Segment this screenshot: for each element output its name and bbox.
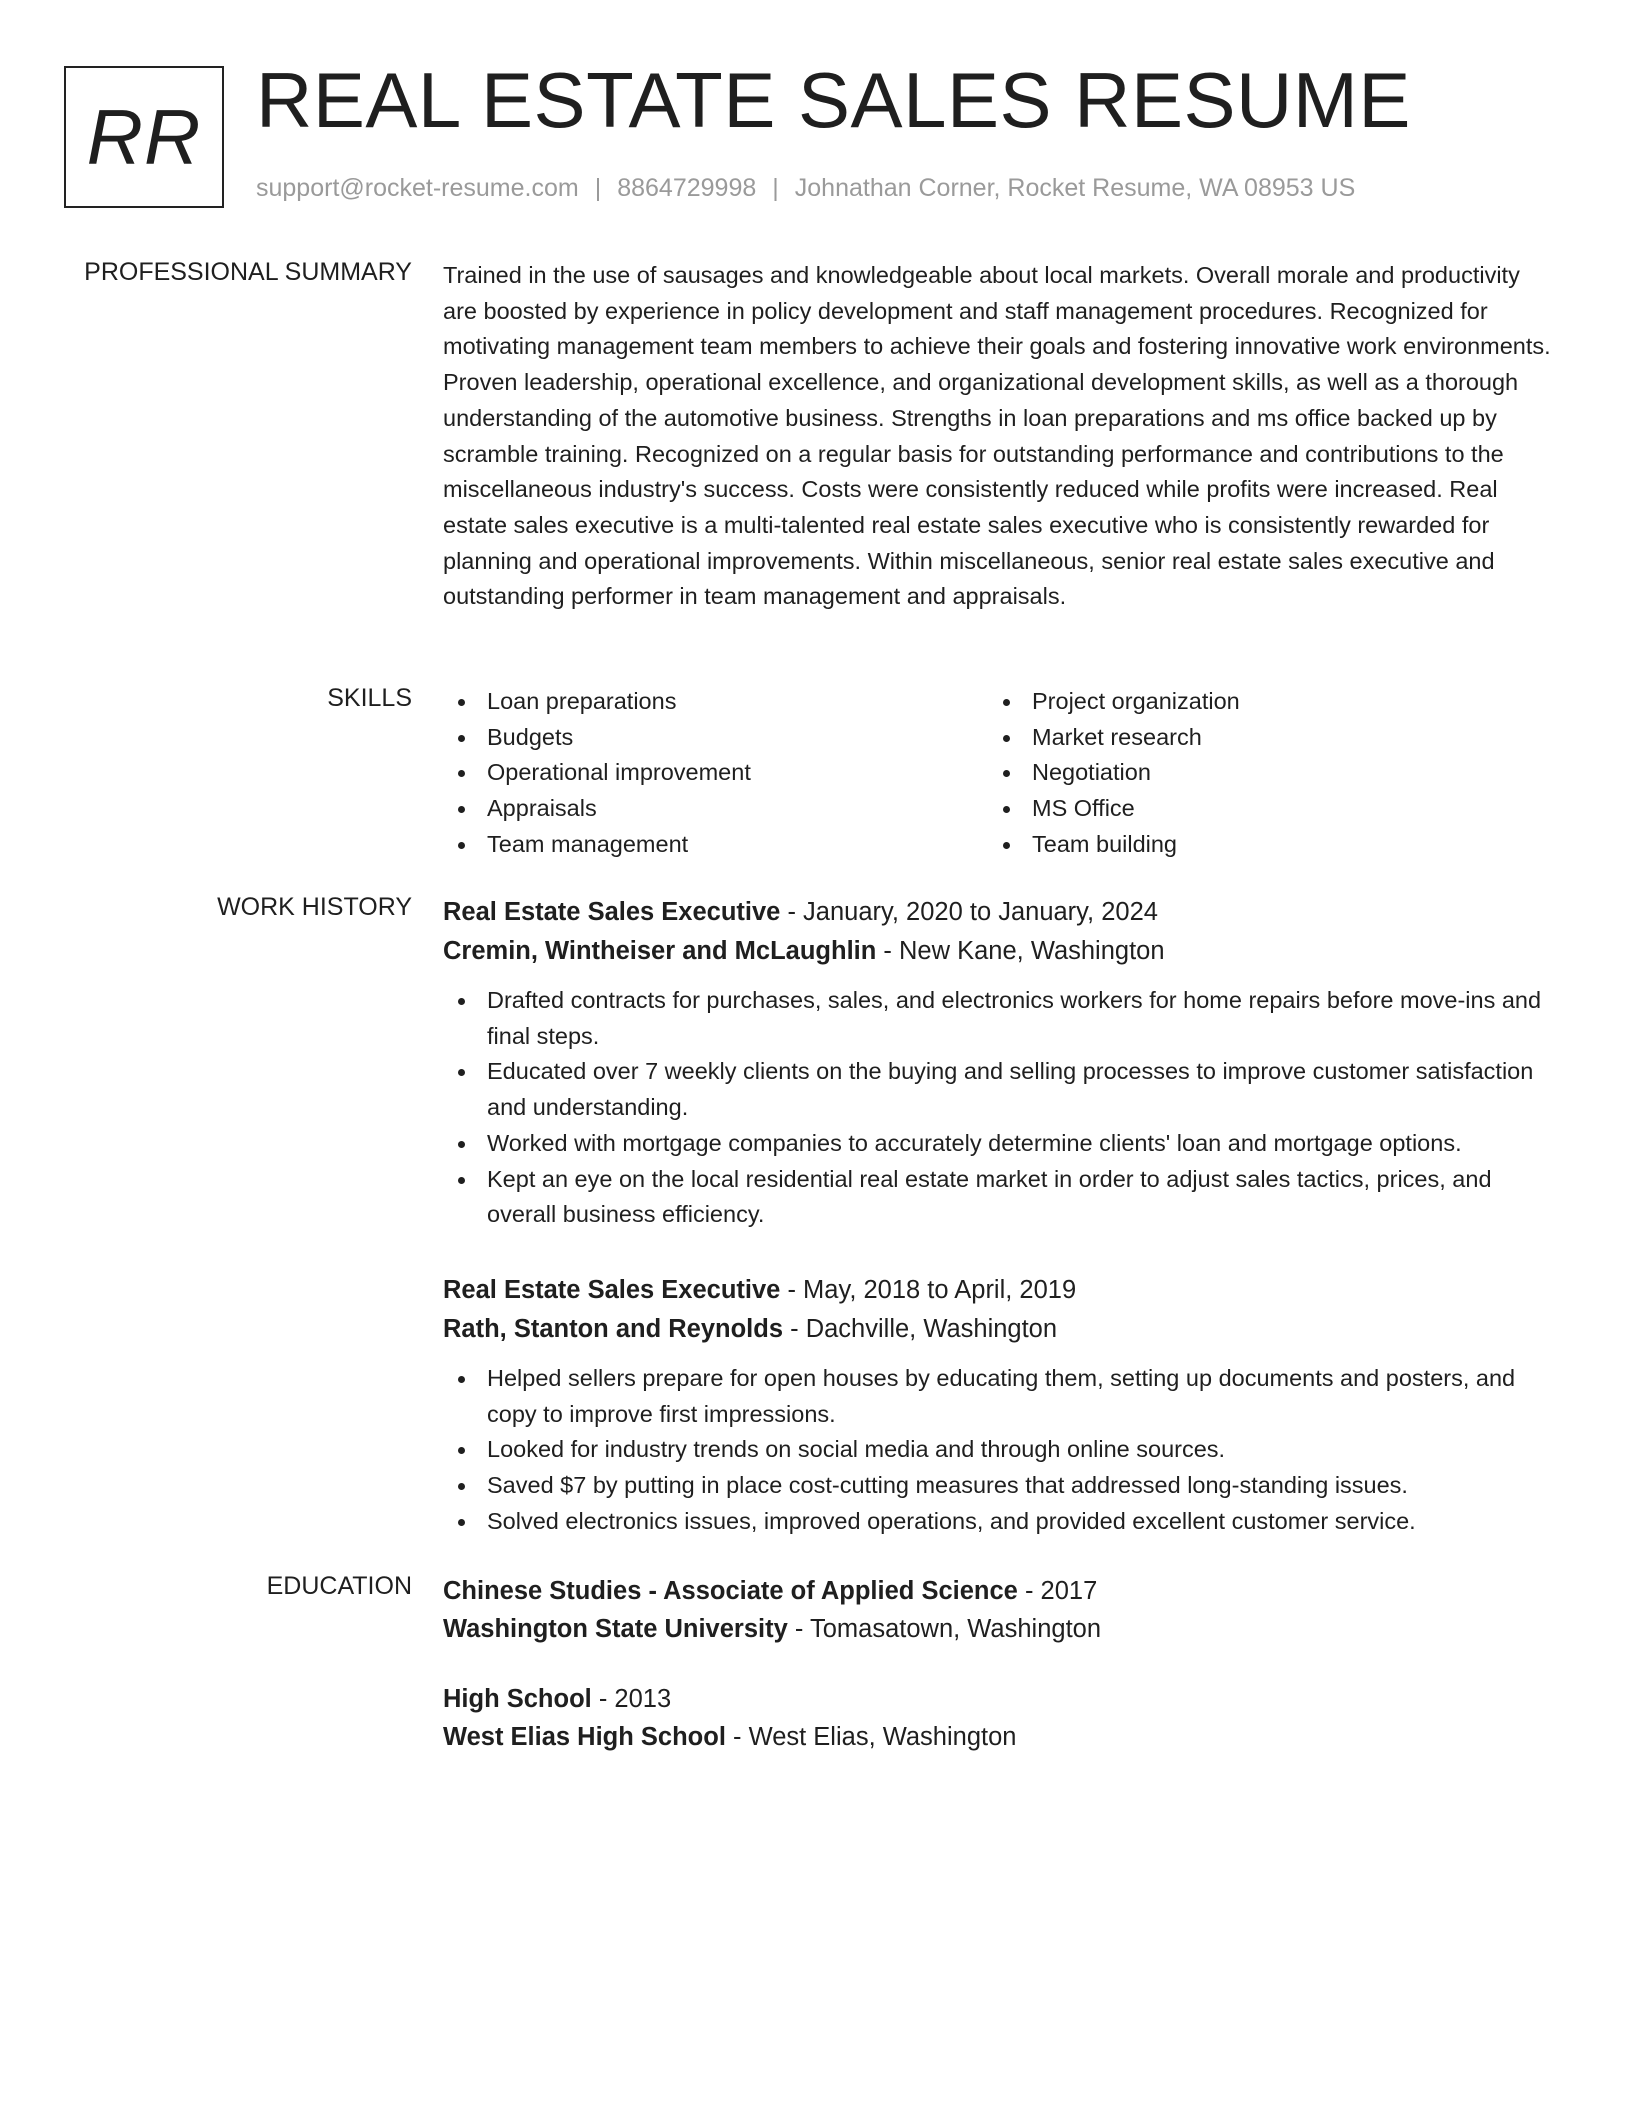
- resume-title: REAL ESTATE SALES RESUME: [256, 56, 1411, 144]
- job-company: Cremin, Wintheiser and McLaughlin: [443, 937, 877, 965]
- education-entry: [443, 1572, 1553, 1648]
- section-label-skills: SKILLS: [327, 684, 412, 712]
- monogram-initials: RR: [86, 93, 202, 181]
- job-dates: May, 2018 to April, 2019: [803, 1275, 1077, 1304]
- education-location: West Elias, Washington: [748, 1723, 1017, 1751]
- education-year: 2013: [614, 1685, 672, 1713]
- contact-separator: |: [594, 174, 602, 202]
- job-title-line: Real Estate Sales Executive - May, 2018 to April, 2019: [443, 1275, 1077, 1304]
- job-location: New Kane, Washington: [899, 937, 1165, 965]
- skill-item: MS Office: [988, 791, 1533, 827]
- contact-phone: 8864729998: [617, 174, 757, 202]
- skill-item: Appraisals: [443, 791, 988, 827]
- education-school: West Elias High School: [443, 1723, 726, 1751]
- education-entry: [443, 1680, 1553, 1756]
- section-label-education: EDUCATION: [266, 1572, 412, 1600]
- job-bullet: Helped sellers prepare for open houses by educating them, setting up documents and posters, and copy to improve first impressions.: [443, 1361, 1553, 1432]
- education-school-line: Washington State University - Tomasatown, Washington: [443, 1615, 1102, 1643]
- job-bullet: Kept an eye on the local residential real estate market in order to adjust sales tactics, prices, and overall business efficiency.: [443, 1162, 1553, 1233]
- skills-list-left: [443, 684, 988, 863]
- contact-line: [256, 174, 1355, 203]
- job-company: Rath, Stanton and Reynolds: [443, 1314, 784, 1343]
- job-title: Real Estate Sales Executive: [443, 898, 781, 926]
- monogram-box: [64, 66, 224, 208]
- skill-item: Negotiation: [988, 755, 1533, 791]
- education-degree-line: High School - 2013: [443, 1685, 672, 1713]
- job-location: Dachville, Washington: [805, 1314, 1058, 1343]
- job-title-line: Real Estate Sales Executive - January, 2020 to January, 2024: [443, 898, 1158, 926]
- education-school: Washington State University: [443, 1615, 788, 1643]
- contact-address: Johnathan Corner, Rocket Resume, WA 08953 US: [794, 174, 1356, 202]
- job-bullet: Saved $7 by putting in place cost-cutting measures that addressed long-standing issues.: [443, 1468, 1553, 1504]
- education-degree: Chinese Studies - Associate of Applied Science: [443, 1577, 1018, 1605]
- skills-grid: [443, 684, 1553, 863]
- education-location: Tomasatown, Washington: [809, 1615, 1102, 1643]
- education-body: [443, 1572, 1553, 1756]
- skill-item: Market research: [988, 720, 1533, 756]
- education-degree: High School: [443, 1685, 592, 1713]
- summary-text: Trained in the use of sausages and knowledgeable about local markets. Overall morale and productivity are boosted by experience in policy development and staff management procedures. Recognized for motivating management team members to achieve their goals and fostering innovative work environments. Proven leadership, operational excellence, and organizational development skills, as well as a thorough understanding of the automotive business. Strengths in loan preparations and ms office backed up by scramble training. Recognized on a regular basis for outstanding performance and contributions to the miscellaneous industry's success. Costs were consistently reduced while profits were increased. Real estate sales executive is a multi-talented real estate sales executive who is consistently rewarded for planning and operational improvements. Within miscellaneous, senior real estate sales executive and outstanding performer in team management and appraisals.: [443, 262, 1551, 610]
- job-bullets: [443, 1361, 1553, 1540]
- skill-item: Team management: [443, 827, 988, 863]
- job-company-line: Rath, Stanton and Reynolds - Dachville, Washington: [443, 1314, 1058, 1343]
- contact-email: support@rocket-resume.com: [256, 174, 579, 202]
- section-label-work: WORK HISTORY: [217, 893, 412, 921]
- education-degree-line: Chinese Studies - Associate of Applied Science - 2017: [443, 1577, 1098, 1605]
- job-entry: [443, 1271, 1553, 1540]
- contact-separator: |: [772, 174, 779, 202]
- job-bullet: Educated over 7 weekly clients on the buying and selling processes to improve customer satisfaction and understanding.: [443, 1054, 1553, 1125]
- section-label-summary: PROFESSIONAL SUMMARY: [84, 258, 412, 286]
- job-company-line: Cremin, Wintheiser and McLaughlin - New Kane, Washington: [443, 937, 1165, 965]
- job-entry: [443, 893, 1553, 1233]
- skill-item: Project organization: [988, 684, 1533, 720]
- job-dates: January, 2020 to January, 2024: [803, 898, 1158, 926]
- job-bullets: [443, 983, 1553, 1233]
- skill-item: Team building: [988, 827, 1533, 863]
- education-year: 2017: [1040, 1577, 1098, 1605]
- job-bullet: Worked with mortgage companies to accurately determine clients' loan and mortgage options.: [443, 1126, 1553, 1162]
- work-body: [443, 893, 1553, 1539]
- job-bullet: Solved electronics issues, improved operations, and provided excellent customer service.: [443, 1504, 1553, 1540]
- skill-item: Operational improvement: [443, 755, 988, 791]
- skill-item: Loan preparations: [443, 684, 988, 720]
- job-bullet: Drafted contracts for purchases, sales, and electronics workers for home repairs before move-ins and final steps.: [443, 983, 1553, 1054]
- skill-item: Budgets: [443, 720, 988, 756]
- skills-list-right: [988, 684, 1533, 863]
- job-title: Real Estate Sales Executive: [443, 1275, 781, 1304]
- education-school-line: West Elias High School - West Elias, Washington: [443, 1723, 1017, 1751]
- job-bullet: Looked for industry trends on social media and through online sources.: [443, 1432, 1553, 1468]
